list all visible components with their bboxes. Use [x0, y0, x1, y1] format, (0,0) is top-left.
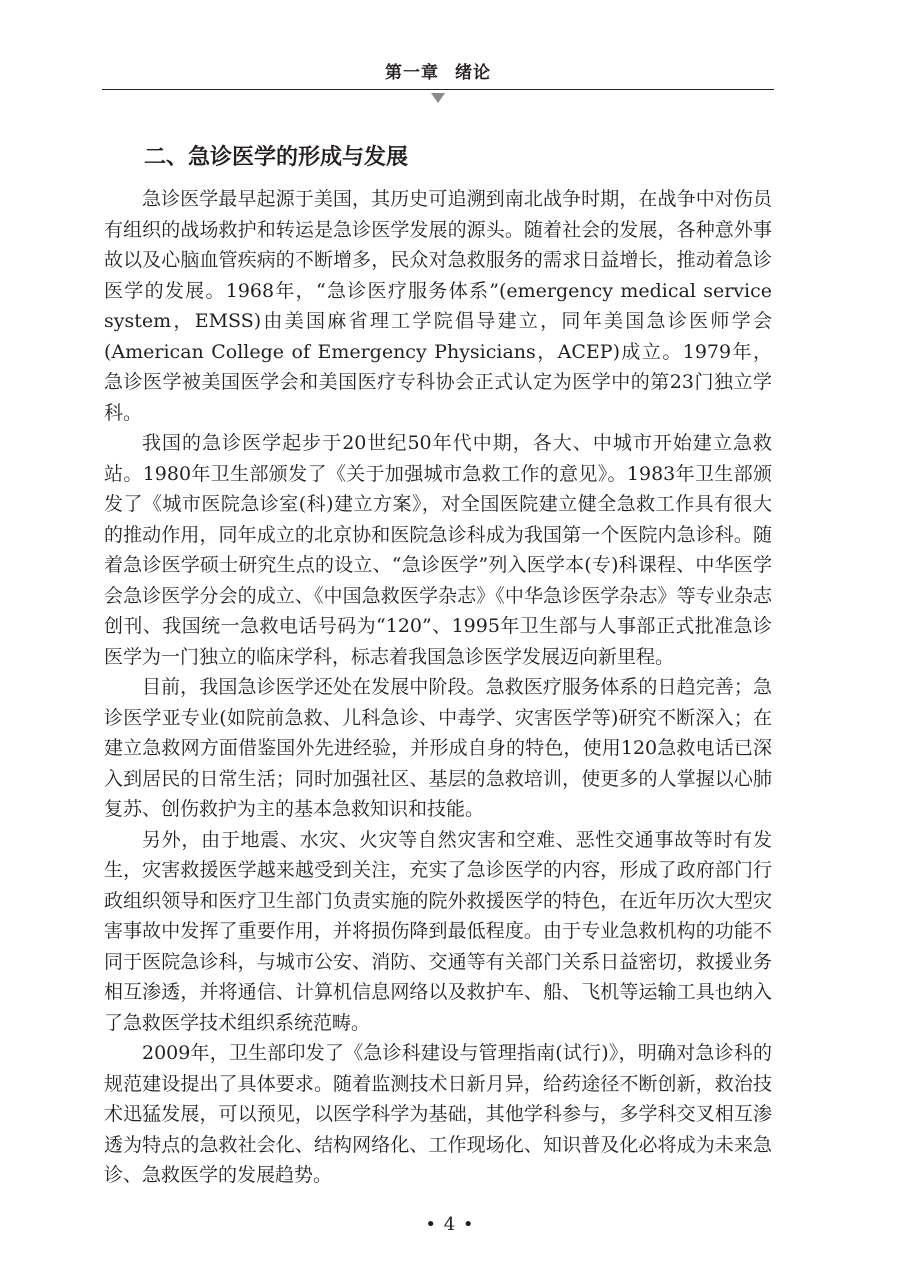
chapter-title: 绪论 [455, 63, 491, 83]
section-title: 二、急诊医学的形成与发展 [144, 145, 409, 170]
body-text [104, 184, 772, 1191]
paragraph-disaster-rescue: 另外，由于地震、水灾、火灾等自然灾害和空难、恶性交通事故等时有发生，灾害救援医学越来越受到关注，充实了急诊医学的内容，形成了政府部门行政组织领导和医疗卫生部门负责实施的院外救援医学的特色，在近年历次大型灾害事故中发挥了重要作用，并将损伤降到最低程度。由于专业急救机构的功能不同于医院急诊科，与城市公安、消防、交通等有关部门关系日益密切，救援业务相互渗透，并将通信、计算机信息网络以及救护车、船、飞机等运输工具也纳入了急救医学技术组织系统范畴。 [104, 828, 772, 1034]
page-number: • 4 • [425, 1214, 475, 1235]
header-rule [102, 89, 774, 90]
paragraph-current-status: 目前，我国急诊医学还处在发展中阶段。急救医疗服务体系的日趋完善；急诊医学亚专业(如院前急救、儿科急诊、中毒学、灾害医学等)研究不断深入；在建立急救网方面借鉴国外先进经验，并形成自身的特色，使用120急救电话已深入到居民的日常生活；同时加强社区、基层的急救培训，使更多的人掌握以心肺复苏、创伤救护为主的基本急救知识和技能。 [104, 676, 772, 820]
paragraph-china-history: 我国的急诊医学起步于20世纪50年代中期，各大、中城市开始建立急救站。1980年卫生部颁发了《关于加强城市急救工作的意见》。1983年卫生部颁发了《城市医院急诊室(科)建立方案》，对全国医院建立健全急救工作具有很大的推动作用，同年成立的北京协和医院急诊科成为我国第一个医院内急诊科。随着急诊医学硕士研究生点的设立、“急诊医学”列入医学本(专)科课程、中华医学会急诊医学分会的成立、《中国急救医学杂志》《中华急诊医学杂志》等专业杂志创刊、我国统一急救电话号码为“120”、1995年卫生部与人事部正式批准急诊医学为一门独立的临床学科，标志着我国急诊医学发展迈向新里程。 [104, 432, 772, 668]
chapter-number: 第一章 [385, 63, 439, 83]
running-head [102, 58, 774, 83]
paragraph-future-trends: 2009年，卫生部印发了《急诊科建设与管理指南(试行)》，明确对急诊科的规范建设提出了具体要求。随着监测技术日新月异，给药途径不断创新，救治技术迅猛发展，可以预见，以医学科学为基础，其他学科参与，多学科交叉相互渗透为特点的急救社会化、结构网络化、工作现场化、知识普及化必将成为未来急诊、急救医学的发展趋势。 [104, 1042, 772, 1186]
paragraph-origin: 急诊医学最早起源于美国，其历史可追溯到南北战争时期，在战争中对伤员有组织的战场救护和转运是急诊医学发展的源头。随着社会的发展，各种意外事故以及心脑血管疾病的不断增多，民众对急救服务的需求日益增长，推动着急诊医学的发展。1968年，“急诊医疗服务体系”(emergency medical service system，EMSS)由美国麻省理工学院倡导建立，同年美国急诊医师学会(American College of Emergency Physicians，ACEP)成立。1979年，急诊医学被美国医学会和美国医疗专科协会正式认定为医学中的第23门独立学科。 [104, 188, 772, 424]
triangle-marker-icon [431, 93, 445, 103]
